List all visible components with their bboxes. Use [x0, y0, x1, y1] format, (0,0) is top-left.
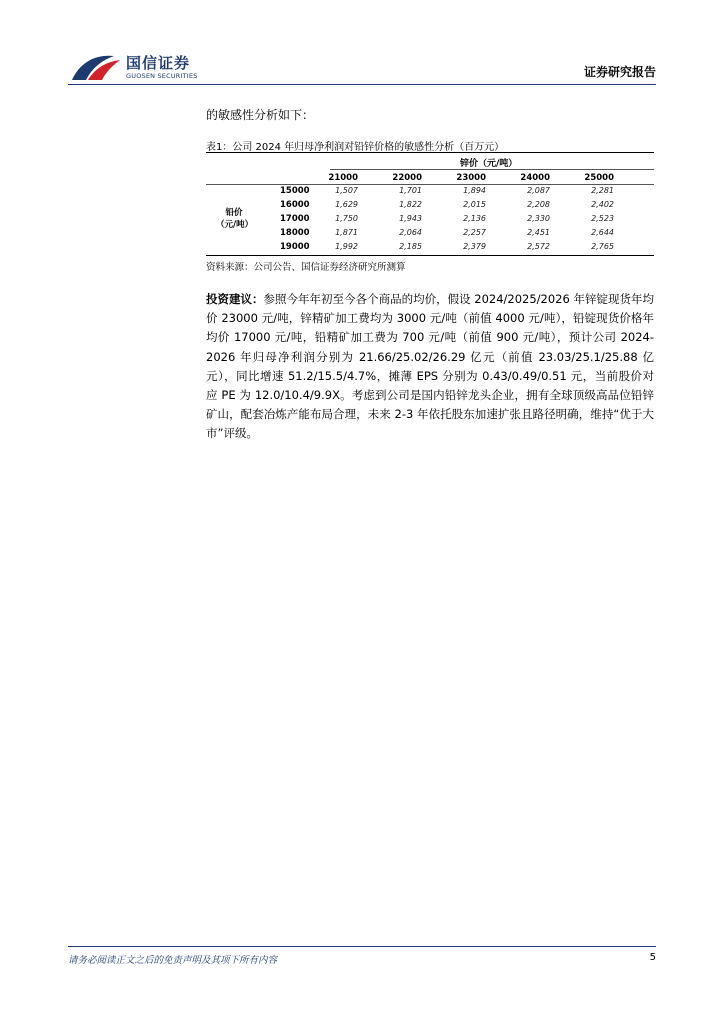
column-header: 25000 — [584, 173, 614, 183]
row-group-label-line1: 铅价 — [225, 208, 243, 218]
guosen-logo — [70, 50, 210, 86]
logo-chinese-text: 国信证券 — [126, 54, 191, 72]
table-cell: 1,992 — [335, 242, 358, 251]
table-source-note: 资料来源：公司公告、国信证券经济研究所测算 — [206, 262, 406, 273]
investment-advice-label: 投资建议： — [206, 292, 264, 306]
table-cell: 1,894 — [463, 186, 486, 195]
row-group-label — [216, 207, 252, 231]
table-cell: 1,750 — [335, 214, 358, 223]
investment-advice-text: 参照今年年初至今各个商品的均价，假设 2024/2025/2026 年锌锭现货年均价 23000 元/吨，锌精矿加工费均为 3000 元/吨（前值 4000 元/吨），铅锭现货价格年均价 17000 元/吨，铅精矿加工费为 700 元/吨（前值 900 元/吨），预计公司 2024-2026 年归母净利润分别为 21.66/25.02/26.29 亿元（前值 23.03/25.1/25.88 亿元），同比增速 51.2/15.5/4.7%，摊薄 EPS 分别为 0.43/0.49/0.51 元，当前股价对应 PE 为 12.0/10.4/9.9X。考虑到公司是国内铅锌龙头企业，拥有全球顶级高品位铅锌矿山，配套冶炼产能布局合理，未来 2-3 年依托股东加速扩张且路径明确，维持“优于大市”评级。 — [206, 292, 655, 441]
footer-disclaimer: 请务必阅读正文之后的免责声明及其项下所有内容 — [68, 955, 278, 966]
page-header — [0, 0, 724, 90]
column-header: 21000 — [328, 173, 358, 183]
table-cell: 2,402 — [591, 200, 614, 209]
table-cell: 1,701 — [399, 186, 422, 195]
row-header: 18000 — [280, 228, 310, 238]
row-header: 17000 — [280, 214, 310, 224]
column-header: 22000 — [392, 173, 422, 183]
table-top-rule — [206, 152, 654, 153]
table-cell: 2,136 — [463, 214, 486, 223]
table-cell: 1,822 — [399, 200, 422, 209]
row-group-label-line2: （元/吨） — [216, 220, 254, 230]
investment-advice-paragraph — [206, 290, 654, 444]
column-header: 23000 — [456, 173, 486, 183]
table-cell: 2,015 — [463, 200, 486, 209]
table-cell: 2,064 — [399, 228, 422, 237]
table-cell: 2,208 — [527, 200, 550, 209]
report-type-label: 证券研究报告 — [583, 65, 656, 79]
table-cell: 2,765 — [591, 242, 614, 251]
table-cell: 1,507 — [335, 186, 358, 195]
row-header: 16000 — [280, 200, 310, 210]
intro-text: 的敏感性分析如下： — [206, 108, 315, 122]
guosen-logo-icon — [70, 50, 122, 84]
table-cell: 1,943 — [399, 214, 422, 223]
table-caption: 表1：公司 2024 年归母净利润对铅锌价格的敏感性分析（百万元） — [206, 142, 505, 153]
table-cell: 2,087 — [527, 186, 550, 195]
table-cell: 2,379 — [463, 242, 486, 251]
column-group-label: 锌价（元/吨） — [460, 159, 518, 169]
table-cell: 2,523 — [591, 214, 614, 223]
table-bottom-rule — [206, 255, 654, 256]
table-cell: 1,871 — [335, 228, 358, 237]
logo-english-text: GUOSEN SECURITIES — [126, 72, 198, 80]
table-cell: 2,281 — [591, 186, 614, 195]
header-bottom-rule — [206, 184, 654, 185]
row-header: 19000 — [280, 242, 310, 252]
row-header: 15000 — [280, 186, 310, 196]
footer-divider — [68, 946, 656, 947]
column-group-rule — [330, 169, 654, 170]
table-cell: 1,629 — [335, 200, 358, 209]
table-cell: 2,572 — [527, 242, 550, 251]
table-cell: 2,644 — [591, 228, 614, 237]
header-divider — [68, 84, 656, 85]
column-header: 24000 — [520, 173, 550, 183]
table-cell: 2,185 — [399, 242, 422, 251]
table-cell: 2,257 — [463, 228, 486, 237]
table-cell: 2,330 — [527, 214, 550, 223]
page-number: 5 — [649, 952, 656, 963]
table-cell: 2,451 — [527, 228, 550, 237]
